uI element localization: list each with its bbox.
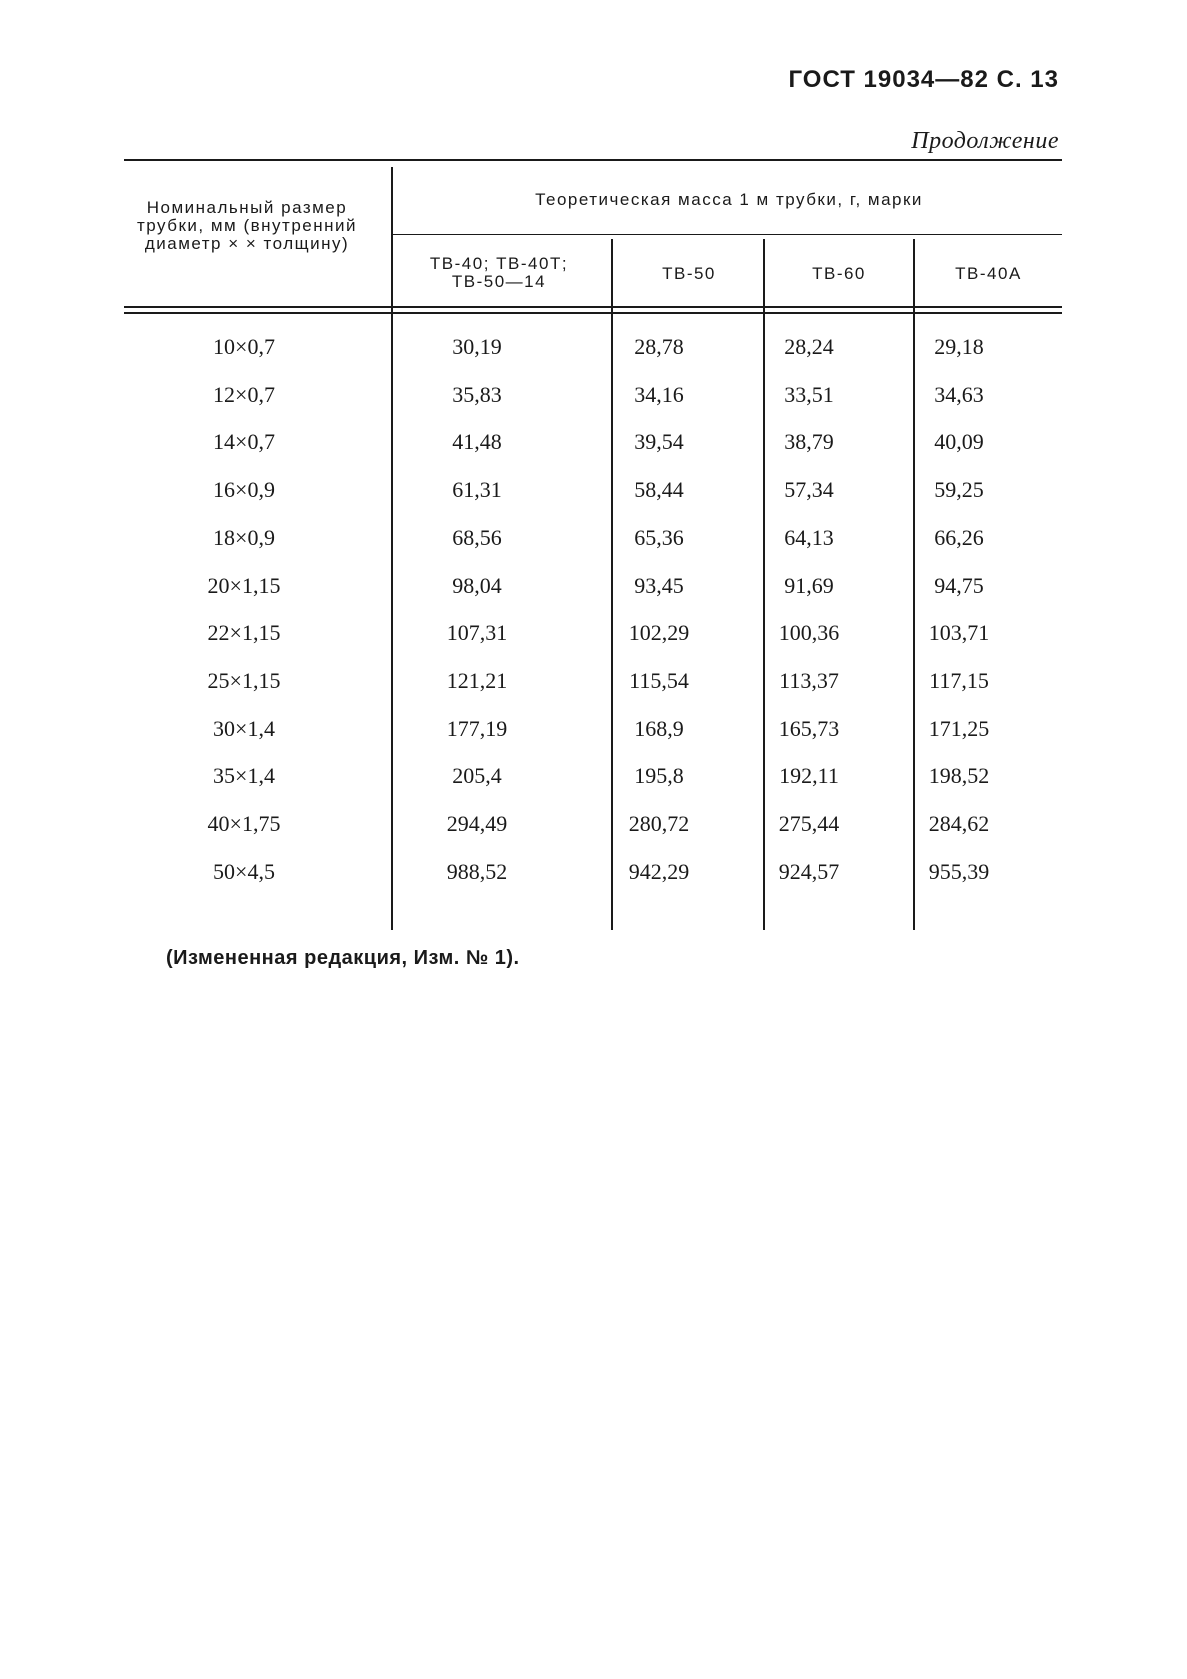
mass-cell: 198,52 [928,763,990,788]
continuation-label: Продолжение [911,128,1059,154]
subheader-tv60: ТВ-60 [812,264,866,283]
header-bottom-rule-1 [124,306,1062,308]
mass-cell: 955,39 [928,859,990,884]
mass-cell: 59,25 [934,477,984,502]
mass-cell: 64,13 [784,525,834,550]
mass-cell: 942,29 [628,859,690,884]
mass-cell: 68,56 [452,525,502,550]
mass-cell: 171,25 [928,716,990,741]
mass-cell: 93,45 [634,573,684,598]
mass-cell: 102,29 [628,620,690,645]
mass-cell: 91,69 [784,573,834,598]
group-header-rule [392,234,1062,235]
footnote: (Измененная редакция, Изм. № 1). [166,947,520,969]
mass-table [124,157,1062,929]
mass-cell: 34,16 [634,382,684,407]
mass-cell: 924,57 [778,859,840,884]
mass-cell: 177,19 [446,716,508,741]
mass-cell: 66,26 [934,525,984,550]
size-cell: 20×1,15 [207,573,281,598]
mass-cell: 41,48 [452,429,502,454]
mass-cell: 988,52 [446,859,508,884]
mass-cell: 121,21 [446,668,508,693]
size-cell: 30×1,4 [213,716,275,741]
mass-cell: 192,11 [779,763,839,788]
size-cell: 16×0,9 [213,477,275,502]
mass-cell: 168,9 [634,716,684,741]
mass-cell: 40,09 [934,429,984,454]
mass-cell: 35,83 [452,382,502,407]
col-size-header: Номинальный размер трубки, мм (внутренний диаметр × × толщину) [137,198,357,253]
mass-cell: 195,8 [634,763,684,788]
size-cell: 25×1,15 [207,668,281,693]
mass-cell: 205,4 [452,763,502,788]
size-cell: 12×0,7 [213,382,275,407]
mass-cell: 94,75 [934,573,984,598]
header-bottom-rule-2 [124,312,1062,314]
mass-cell: 294,49 [446,811,508,836]
mass-cell: 113,37 [779,668,839,693]
mass-cell: 29,18 [934,334,984,359]
subheader-tv40: ТВ-40; ТВ-40Т; ТВ-50—14 [429,254,569,291]
subheader-tv50: ТВ-50 [662,264,716,283]
mass-cell: 30,19 [452,334,502,359]
mass-cell: 284,62 [928,811,990,836]
subheader-tv40a: ТВ-40А [955,264,1022,283]
mass-cell: 28,78 [634,334,684,359]
mass-cell: 280,72 [628,811,690,836]
mass-cell: 34,63 [934,382,984,407]
mass-cell: 58,44 [634,477,684,502]
mass-cell: 61,31 [452,477,502,502]
table-top-rule [124,159,1062,161]
size-cell: 18×0,9 [213,525,275,550]
size-cell: 10×0,7 [213,334,275,359]
mass-cell: 28,24 [784,334,834,359]
size-cell: 22×1,15 [207,620,281,645]
mass-cell: 275,44 [778,811,840,836]
mass-cell: 165,73 [778,716,840,741]
mass-cell: 107,31 [446,620,508,645]
mass-cell: 100,36 [778,620,840,645]
group-header: Теоретическая масса 1 м трубки, г, марки [535,190,923,209]
mass-cell: 117,15 [929,668,989,693]
size-cell: 40×1,75 [207,811,281,836]
mass-cell: 98,04 [452,573,502,598]
mass-cell: 103,71 [928,620,990,645]
size-cell: 14×0,7 [213,429,275,454]
page-header: ГОСТ 19034—82 С. 13 [788,66,1059,93]
size-cell: 50×4,5 [213,859,275,884]
mass-cell: 65,36 [634,525,684,550]
mass-cell: 115,54 [629,668,689,693]
size-cell: 35×1,4 [213,763,275,788]
mass-cell: 57,34 [784,477,834,502]
mass-cell: 38,79 [784,429,834,454]
mass-cell: 33,51 [784,382,834,407]
mass-cell: 39,54 [634,429,684,454]
